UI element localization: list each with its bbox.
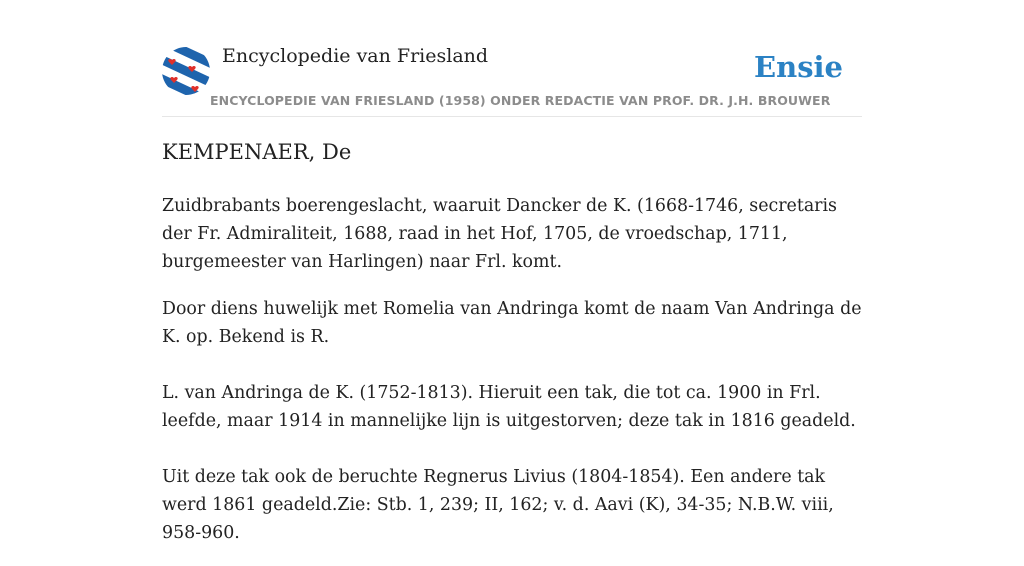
frisian-flag-icon[interactable]: [162, 47, 210, 95]
site-subtitle: ENCYCLOPEDIE VAN FRIESLAND (1958) ONDER REDACTIE VAN PROF. DR. J.H. BROUWER: [210, 93, 831, 108]
site-header: [162, 0, 862, 117]
article-paragraph: Door diens huwelijk met Romelia van Andringa komt de naam Van Andringa de K. op. Bekend is R.: [162, 299, 862, 347]
site-name[interactable]: Encyclopedie van Friesland: [222, 45, 489, 67]
article-paragraph: L. van Andringa de K. (1752-1813). Hieruit een tak, die tot ca. 1900 in Frl. leefde, maar 1914 in mannelijke lijn is uitgestorven; deze tak in 1816 geadeld.: [162, 383, 856, 431]
article-paragraph: Uit deze tak ook de beruchte Regnerus Livius (1804-1854). Een andere tak werd 1861 geadeld.Zie: Stb. 1, 239; II, 162; v. d. Aavi (K), 34-35; N.B.W. viii, 958-960.: [162, 467, 834, 543]
content-container: [162, 0, 862, 543]
article-body: [162, 192, 862, 566]
article-paragraph: Zuidbrabants boerengeslacht, waaruit Dancker de K. (1668-1746, secretaris der Fr. Admiraliteit, 1688, raad in het Hof, 1705, de vroedschap, 1711, burgemeester van Harlingen) naar Frl. komt.: [162, 196, 837, 272]
brand-logo[interactable]: Ensie: [754, 50, 843, 84]
page-title: KEMPENAER, De: [162, 140, 352, 164]
